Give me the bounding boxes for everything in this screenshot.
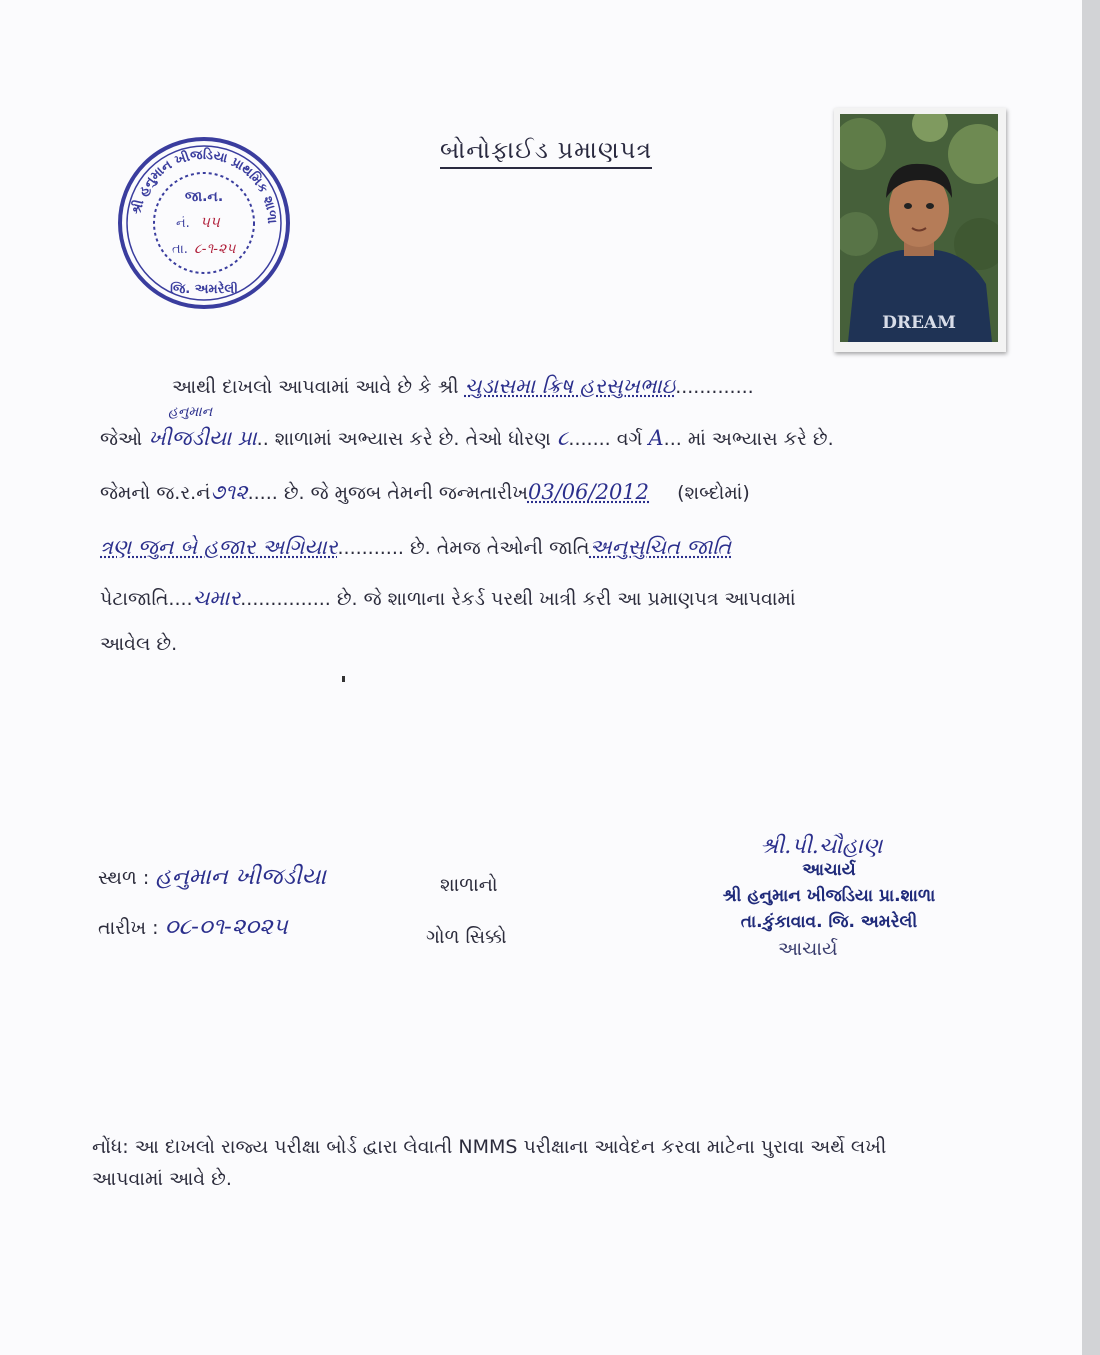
photo-shirt-text: DREAM [882,313,956,333]
line3-prefix: જેમનો જ.ર.નં [100,482,211,504]
seal-label-2: ગોળ સિક્કો [426,926,507,948]
seal-center-line3: તા. [172,242,188,257]
line5-prefix: પેટાજાતિ [100,588,169,610]
line4-middle: ........... છે. તેમજ તેઓની જાતિ [337,537,590,559]
page-edge [1082,0,1100,1355]
place-label: સ્થળ : [98,867,150,889]
seal-bottom-text: જિ. અમરેલી [170,282,238,297]
line1-dots: ............. [675,376,754,398]
line1-prefix: આથી દાખલો આપવામાં આવે છે કે શ્રી [172,376,459,398]
date-label: તારીખ : [98,917,159,939]
certificate-title: બોનોફાઈડ પ્રમાણપત્ર [440,136,652,169]
principal-stamp [704,860,954,932]
school-short-name: ખીજડીયા પ્રા [148,426,257,450]
subcaste-value: ચમાર [192,586,241,610]
seal-ring-text: શ્રી હનુમાન ખીજડિયા પ્રાથમિક શાળા [129,147,280,225]
paper-speck [342,676,345,682]
caste-value: અનુસુચિત જાતિ [589,535,732,559]
designation: આચાર્ય [778,938,838,960]
school-name-above: હનુમાન [168,404,213,420]
line5-suffix: ............... છે. જે શાળાના રેકર્ડ પરથી ખાત્રી કરી આ પ્રમાણપત્ર આપવામાં [240,588,796,610]
body-line-3 [100,480,750,505]
body-line-4 [100,535,731,560]
seal-center-line2: નં. [176,216,190,231]
body-line-6: આવેલ છે. [100,633,178,655]
line3-middle: ..... છે. જે મુજબ તેમની જન્મતારીખ [247,482,528,504]
body-line-1 [172,374,754,399]
place-value: હનુમાન ખીજડીયા [155,864,327,890]
student-name: ચુડાસમા ક્રિષ હરસુખભાઇ [464,374,676,398]
note-line-1: નોંધ: આ દાખલો રાજ્ય પરીક્ષા બોર્ડ દ્વારા લેવાતી NMMS પરીક્ષાના આવેદન કરવા માટેના પુરાવા અર્થે લખી [92,1136,887,1158]
principal-signature: શ્રી.પી.ચૌહાણ [760,834,883,859]
stamp-line-1: આચાર્ય [802,860,856,880]
seal-label-1: શાળાનો [440,874,498,896]
note-line-2: આપવામાં આવે છે. [92,1168,232,1190]
seal-center-line1: જા.ન. [184,189,224,205]
student-photo-frame [834,108,1006,352]
date-value: ૦૮-૦૧-૨૦૨૫ [164,914,288,940]
register-number: ૭૧૨ [210,480,248,504]
body-line-5: પેટાજાતિ....ચમાર............... છે. જે શાળાના રેકર્ડ પરથી ખાત્રી કરી આ પ્રમાણપત્ર આપવામાં [100,586,796,610]
birth-date: 03/06/2012 [527,480,650,504]
date-row [98,914,288,940]
place-row [98,864,326,890]
seal-center-date: ૮-૧-૨૫ [194,241,236,257]
student-photo [840,114,998,342]
school-seal [116,135,292,311]
line2-middle: .. શાળામાં અભ્યાસ કરે છે. તેઓ ધોરણ [256,428,551,450]
body-line-2 [100,426,834,451]
standard-value: ૮ [556,426,569,450]
birth-date-words: ત્રણ જુન બે હજાર અગિયાર [100,535,338,559]
line2-prefix: જેઓ [100,428,143,450]
line2-suffix: ... માં અભ્યાસ કરે છે. [663,428,834,450]
seal-center-number: ૫૫ [200,213,220,231]
stamp-line-2: શ્રી હનુમાન ખીજડિયા પ્રા.શાળા [722,886,936,906]
line2-after-standard: ....... વર્ગ [568,428,643,450]
line3-suffix: (શબ્દોમાં) [677,482,750,504]
stamp-line-3: તા.કુંકાવાવ. જિ. અમરેલી [740,912,918,932]
division-value: A [648,426,664,450]
